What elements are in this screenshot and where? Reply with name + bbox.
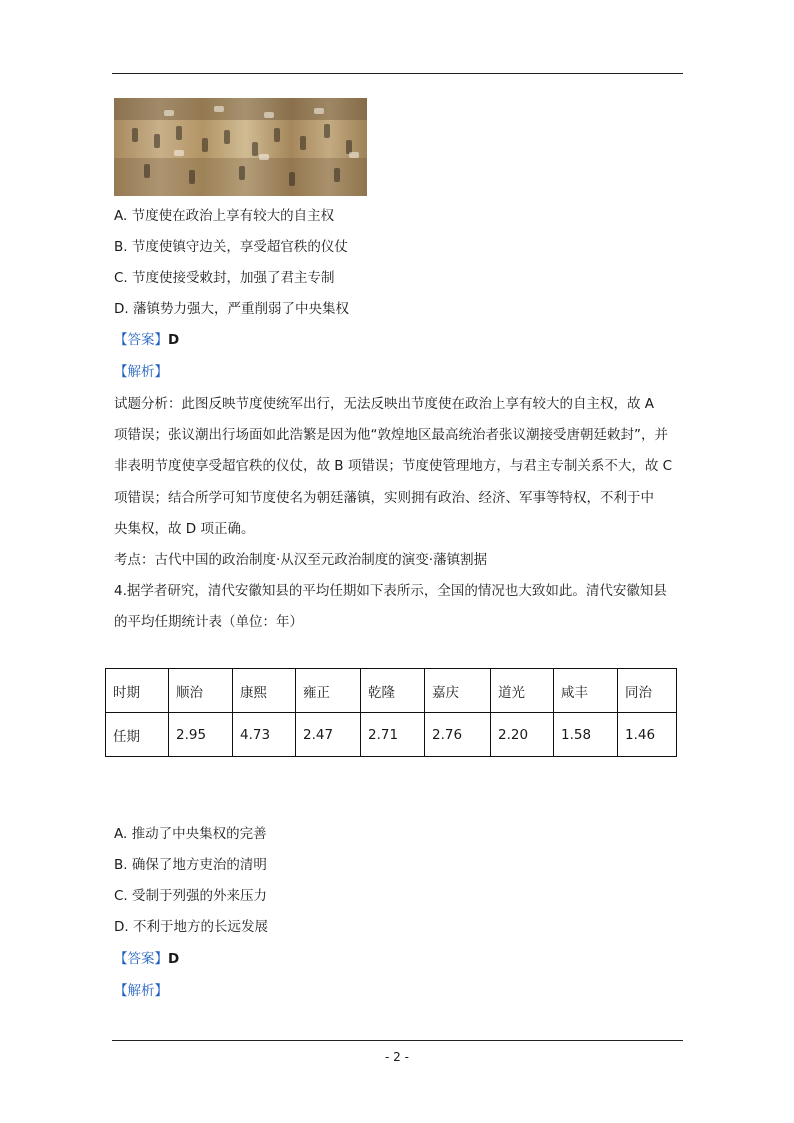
header-rule (112, 73, 683, 74)
answer-tag: 【答案】 (114, 332, 168, 348)
footer-rule (112, 1040, 683, 1041)
q3-option-c: C. 节度使接受敕封，加强了君主专制 (114, 270, 335, 286)
table-cell: 康熙 (233, 669, 296, 713)
q3-option-d: D. 藩镇势力强大，严重削弱了中央集权 (114, 301, 349, 317)
analysis-line: 项错误；结合所学可知节度使名为朝廷藩镇，实则拥有政治、经济、军事等特权，不利于中 (114, 490, 654, 506)
table-cell: 嘉庆 (425, 669, 491, 713)
q3-option-b: B. 节度使镇守边关，享受超官秩的仪仗 (114, 239, 348, 255)
table-cell: 2.71 (361, 713, 425, 757)
table-cell: 咸丰 (554, 669, 618, 713)
table-cell: 2.95 (169, 713, 233, 757)
q4-option-d: D. 不利于地方的长远发展 (114, 919, 268, 935)
table-cell: 雍正 (296, 669, 361, 713)
analysis-line: 央集权，故 D 项正确。 (114, 521, 255, 537)
q3-answer (114, 331, 179, 349)
table-cell: 2.20 (491, 713, 554, 757)
q4-option-a: A. 推动了中央集权的完善 (114, 826, 267, 842)
table-cell: 2.47 (296, 713, 361, 757)
q4-stem: 4.据学者研究，清代安徽知县的平均任期如下表所示，全国的情况也大致如此。清代安徽知县 (114, 583, 667, 599)
table-cell: 2.76 (425, 713, 491, 757)
q3-option-a: A. 节度使在政治上享有较大的自主权 (114, 208, 335, 224)
q4-option-c: C. 受制于列强的外来压力 (114, 888, 268, 904)
table-cell: 同治 (618, 669, 677, 713)
kaodian: 考点：古代中国的政治制度·从汉至元政治制度的演变·藩镇割据 (114, 552, 488, 568)
q4-answer (114, 950, 179, 968)
analysis-line: 项错误；张议潮出行场面如此浩繁是因为他“敦煌地区最高统治者张议潮接受唐朝廷敕封”，并 (114, 427, 668, 443)
table-cell: 乾隆 (361, 669, 425, 713)
table-cell: 时期 (106, 669, 169, 713)
table-cell: 顺治 (169, 669, 233, 713)
table-cell: 任期 (106, 713, 169, 757)
table-row (106, 713, 677, 757)
table-cell: 道光 (491, 669, 554, 713)
q4-option-b: B. 确保了地方吏治的清明 (114, 857, 267, 873)
answer-value: D (168, 951, 180, 967)
table-cell: 1.46 (618, 713, 677, 757)
tenure-table (105, 668, 677, 757)
answer-tag: 【答案】 (114, 951, 168, 967)
answer-value: D (168, 332, 180, 348)
page-number: - 2 - (385, 1050, 409, 1064)
q4-analysis-tag: 【解析】 (114, 983, 168, 999)
analysis-line: 试题分析：此图反映节度使统军出行，无法反映出节度使在政治上享有较大的自主权，故 A (114, 396, 655, 412)
mural-image (114, 98, 367, 196)
table-cell: 1.58 (554, 713, 618, 757)
q3-analysis-tag: 【解析】 (114, 364, 168, 380)
analysis-line: 非表明节度使享受超官秩的仪仗，故 B 项错误；节度使管理地方，与君主专制关系不大，故 C (114, 458, 673, 474)
q4-stem: 的平均任期统计表（单位：年） (114, 614, 303, 630)
table-cell: 4.73 (233, 713, 296, 757)
table-row (106, 669, 677, 713)
